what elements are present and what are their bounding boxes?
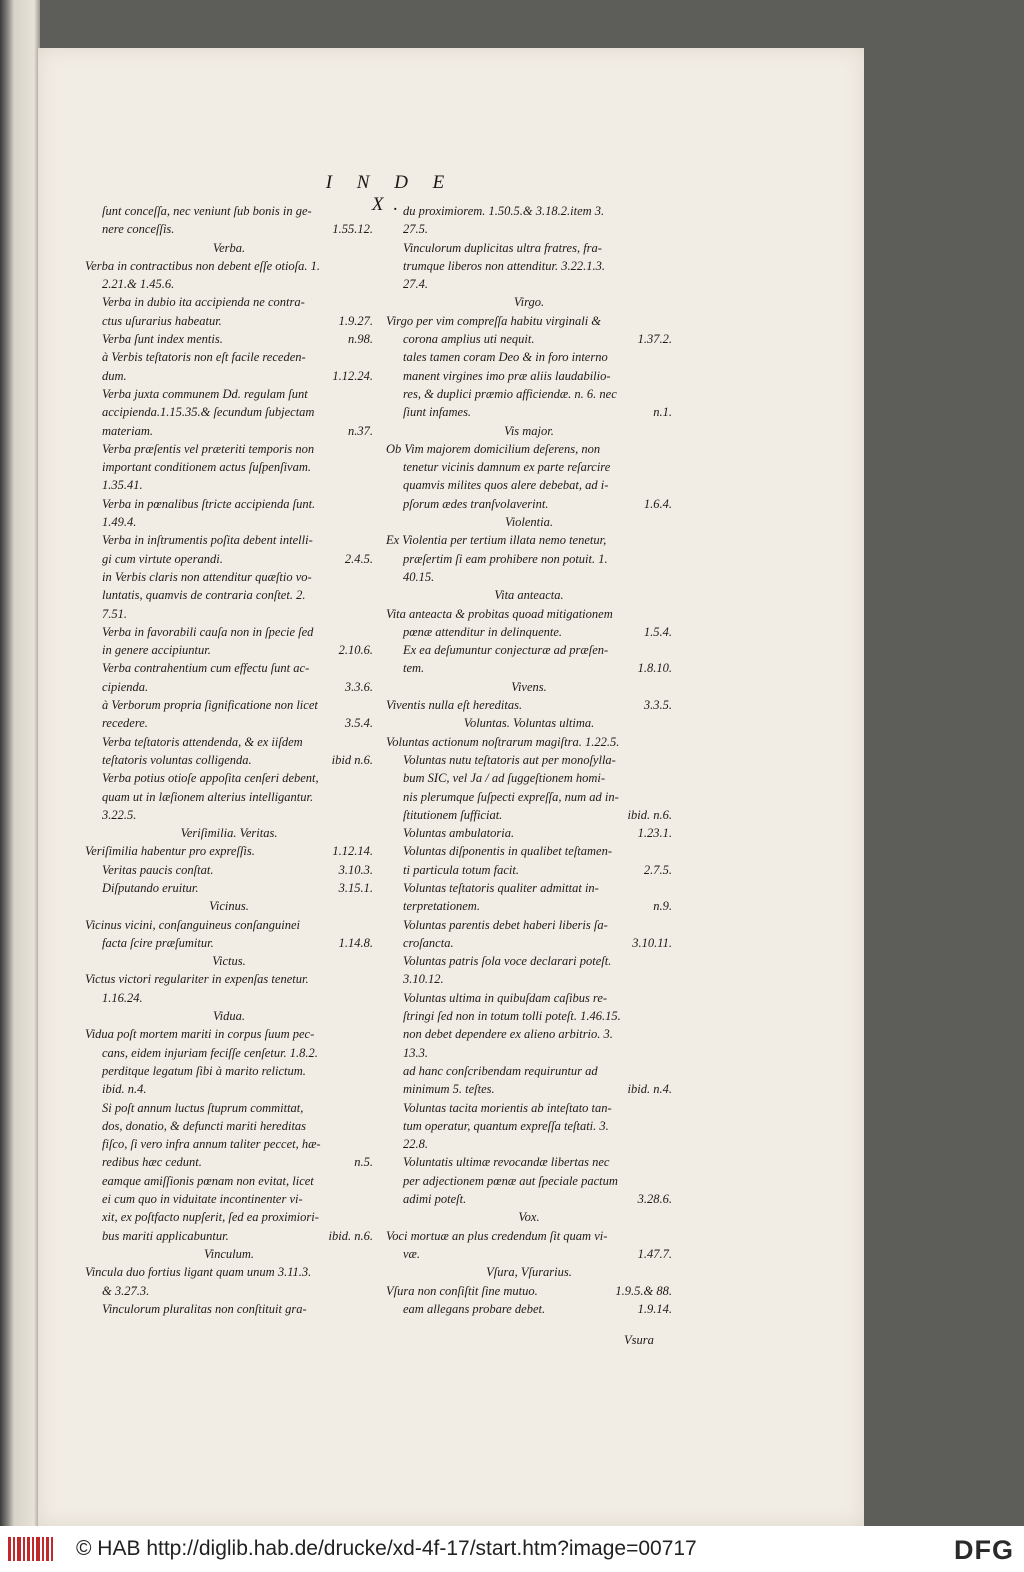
index-entry-line [386,659,672,677]
entry-reference: 3.15.1. [338,880,373,895]
index-entry-line [85,550,373,568]
entry-text: teſtatoris voluntas colligenda. [102,752,252,767]
entry-reference: 2.4.5. [344,551,373,566]
index-entry-line [85,330,373,348]
index-entry-line: non debet dependere ex alieno arbitrio. 3. [403,1027,613,1042]
entry-text: adimi poteſt. [403,1192,467,1207]
entry-text: dum. [102,368,127,383]
entry-reference: ibid. n.4. [627,1082,672,1097]
footer-bar [0,1526,1024,1572]
index-entry-line: trumque liberos non attenditur. 3.22.1.3. [403,258,605,273]
index-entry-line: Voluntas patris ſola voce declarari poteſt. [403,954,612,969]
index-entry-line: Voluntas tacita morientis ab inteſtato tan- [403,1100,612,1115]
entry-reference: 3.10.3. [338,862,373,877]
index-entry-line: 1.49.4. [102,515,137,530]
entry-reference: 1.6.4. [643,496,672,511]
entry-text: Viventis nulla eſt hereditas. [386,698,523,713]
entry-text: ſtitutionem ſufficiat. [403,807,503,822]
index-heading: Vicinus. [209,899,249,914]
index-heading: Veriſimilia. Veritas. [180,826,278,841]
index-entry-line [85,1153,373,1171]
index-entry-line [85,312,373,330]
index-entry-line: tales tamen coram Deo & in foro interno [403,350,608,365]
index-entry-line: quamvis milites quos alere debebat, ad i- [403,478,609,493]
index-heading: Vinculum. [203,1246,255,1261]
entry-reference: 2.10.6. [338,643,373,658]
index-entry-line: res, & duplici præmio afficiendæ. n. 6. nec [403,386,617,401]
index-entry-line [85,422,373,440]
index-heading: Vis major. [504,423,554,438]
index-entry-line: Verba in contractibus non debent eſſe otioſa. 1. [85,258,321,273]
index-entry-line: Ex ea deſumuntur conjecturæ ad præſen- [403,643,609,658]
index-entry-line: ad hanc conſcribendam requiruntur ad [403,1063,598,1078]
index-heading: Vita anteacta. [494,588,564,603]
index-entry-line [85,678,373,696]
entry-text: tem. [403,661,425,676]
index-entry-line: Voluntatis ultimæ revocandæ libertas nec [403,1155,610,1170]
index-entry-line [386,623,672,641]
index-entry-line: xit, ex poſtfacto nupſerit, ſed ea proximiori- [102,1210,319,1225]
index-entry-line [386,806,672,824]
index-entry-line: per adjectionem pœnæ aut ſpeciale pactum [403,1173,618,1188]
index-column-left [85,202,373,1318]
entry-reference: 1.8.10. [637,661,672,676]
index-entry-line: Si poſt annum luctus ſtuprum committat, [102,1100,304,1115]
entry-reference: n.37. [348,423,373,438]
entry-reference: n.98. [348,332,373,347]
barcode-logo-icon [8,1537,56,1561]
index-entry-line [386,1300,672,1318]
index-heading: Voluntas. Voluntas ultima. [463,716,595,731]
entry-text: bus mariti applicabuntur. [102,1228,229,1243]
index-entry-line: Voluntas parentis debet haberi liberis ſa- [403,917,608,932]
entry-reference: n.1. [653,405,672,420]
entry-reference: 3.3.6. [344,679,373,694]
index-entry-line: in Verbis claris non attenditur quæſtio vo- [102,569,312,584]
index-entry-line [85,714,373,732]
index-entry-line: Verba potius otioſe appoſita cenſeri debent, [102,771,319,786]
index-entry-line: Vincula duo fortius ligant quam unum 3.11.3. [85,1265,312,1280]
index-entry-line: luntatis, quamvis de contraria conſtet. 2. [102,588,306,603]
index-entry-line: à Verbis teſtatoris non eſt facile receden- [102,350,306,365]
index-entry-line: Voluntas nutu teſtatoris aut per monoſylla- [403,752,616,767]
index-entry-line: tenetur vicinis damnum ex parte reſarcire [403,460,611,475]
entry-text: ti particula totum facit. [403,862,519,877]
entry-reference: n.9. [653,899,672,914]
index-entry-line [85,934,373,952]
index-entry-line: Vidua poſt mortem mariti in corpus ſuum pec- [85,1027,315,1042]
index-entry-line: fiſco, ſi vero infra annum taliter peccet, hæ- [102,1137,321,1152]
index-entry-line: Verba in inſtrumentis poſita debent intelli- [102,533,313,548]
entry-text: materiam. [102,423,154,438]
index-entry-line [85,367,373,385]
entry-reference: 1.5.4. [643,624,672,639]
index-entry-line: Verba teſtatoris attendenda, & ex iiſdem [102,734,303,749]
index-entry-line: 1.35.41. [102,478,143,493]
index-entry-line [386,1245,672,1263]
index-entry-line: quam ut in læſionem alterius intelligantur. [102,789,314,804]
index-heading: Vox. [518,1210,540,1225]
index-heading: Violentia. [504,515,554,530]
index-entry-line [386,897,672,915]
entry-reference: 3.28.6. [637,1192,672,1207]
index-entry-line [85,861,373,879]
index-entry-line [386,495,672,513]
index-entry-line: 27.4. [403,277,428,292]
index-entry-line: 1.16.24. [102,990,143,1005]
entry-reference: 3.3.5. [643,698,672,713]
index-entry-line [386,1080,672,1098]
entry-text: væ. [403,1246,421,1261]
index-entry-line: 13.3. [403,1045,428,1060]
index-entry-line: 40.15. [403,569,435,584]
index-entry-line: Voluntas ultima in quibuſdam caſibus re- [403,990,608,1005]
entry-reference: 1.55.12. [332,222,373,237]
index-entry-line: ibid. n.4. [102,1082,147,1097]
index-entry-line [85,879,373,897]
index-entry-line [85,751,373,769]
index-entry-line: Vita anteacta & probitas quoad mitigationem [386,606,613,621]
index-entry-line: tum operatur, quantum expreſſa teſtati. 3. [403,1118,609,1133]
index-entry-line: Vinculorum duplicitas ultra fratres, fra- [403,240,602,255]
entry-reference: ibid. n.6. [627,807,672,822]
index-entry-line: perditque legatum ſibi à marito relictum. [102,1063,306,1078]
facing-page-edge [0,0,40,1526]
index-column-right [386,202,672,1318]
entry-reference: 1.47.7. [637,1246,672,1261]
index-entry-line: 7.51. [102,606,127,621]
index-entry-line [386,934,672,952]
index-entry-line [386,861,672,879]
entry-reference: 3.10.11. [632,935,672,950]
index-entry-line: cans, eidem injuriam feciſſe cenſetur. 1.8.2. [102,1045,318,1060]
index-entry-line [386,330,672,348]
index-entry-line: Ob Vim majorem domicilium deſerens, non [386,441,601,456]
index-entry-line [386,403,672,421]
entry-reference: 1.9.27. [338,313,373,328]
entry-text: Diſputando eruitur. [102,880,199,895]
index-entry-line [85,842,373,860]
index-entry-line: Voluntas teſtatoris qualiter admittat in- [403,880,599,895]
entry-text: Voluntas ambulatoria. [403,826,515,841]
index-entry-line: manent virgines imo præ aliis laudabilio- [403,368,611,383]
entry-reference: 1.12.14. [332,844,373,859]
index-heading: Vidua. [212,1009,246,1024]
copyright-url-link[interactable]: © HAB http://diglib.hab.de/drucke/xd-4f-17/start.htm?image=00717 [76,1537,697,1560]
index-entry-line: Voci mortuæ an plus credendum ſit quam vi- [386,1228,608,1243]
index-entry-line [386,696,672,714]
index-entry-line: du proximiorem. 1.50.5.& 3.18.2.item 3. [403,204,605,218]
index-entry-line [85,641,373,659]
index-entry-line: & 3.27.3. [102,1283,150,1298]
entry-reference: 1.9.14. [637,1301,672,1316]
entry-text: ſiunt infames. [403,405,472,420]
index-entry-line: nis plerumque ſuſpecti expreſſa, num ad in- [403,789,619,804]
index-heading: Victus. [212,954,246,969]
entry-reference: 1.9.5.& 88. [615,1283,672,1298]
entry-text: Vſura non conſiſtit ſine mutuo. [386,1283,538,1298]
entry-text: recedere. [102,716,148,731]
index-entry-line: 27.5. [403,222,428,237]
entry-reference: 1.12.24. [332,368,373,383]
index-entry-line: ſunt conceſſa, nec veniunt ſub bonis in ge- [102,204,312,218]
index-entry-line: Verba contrahentium cum effectu ſunt ac- [102,661,310,676]
running-head: I N D E X. [325,172,455,215]
index-heading: Verba. [212,240,246,255]
entry-text: Veriſimilia habentur pro expreſſis. [85,844,255,859]
index-entry-line: bum SIC, vel Ja / ad ſuggeſtionem homi- [403,771,606,786]
entry-text: terpretationem. [403,899,480,914]
entry-reference: 1.23.1. [637,826,672,841]
entry-text: cipienda. [102,679,149,694]
index-entry-line: 22.8. [403,1137,428,1152]
index-entry-line: important conditionem actus ſuſpenſivam. [102,460,312,475]
entry-text: ctus uſurarius habeatur. [102,313,222,328]
index-entry-line: 3.22.5. [102,807,137,822]
entry-reference: 1.14.8. [338,935,373,950]
entry-text: pſorum ædes tranſvolaverint. [403,496,549,511]
entry-text: redibus hæc cedunt. [102,1155,202,1170]
index-entry-line: à Verborum propria ſignificatione non licet [102,698,318,713]
entry-text: eam allegans probare debet. [403,1301,546,1316]
index-entry-line: præſertim ſi eam prohibere non potuit. 1. [403,551,608,566]
index-heading: Virgo. [513,295,545,310]
entry-text: Veritas paucis conſtat. [102,862,214,877]
index-entry-line: Vinculorum pluralitas non conſtituit gra- [102,1301,307,1316]
index-entry-line: Virgo per vim compreſſa habitu virginali & [386,313,602,328]
entry-text: nere conceſſis. [102,222,175,237]
index-entry-line: Victus victori regulariter in expenſas tenetur. [85,972,309,987]
index-entry-line [85,1227,373,1245]
index-entry-line [386,1190,672,1208]
catchword: Vsura [624,1333,654,1347]
entry-reference: 3.5.4. [344,716,373,731]
entry-text: croſancta. [403,935,454,950]
index-heading: Vſura, Vſurarius. [486,1265,572,1280]
entry-text: minimum 5. teſtes. [403,1082,495,1097]
index-entry-line: Voluntas actionum noſtrarum magiſtra. 1.22.5. [386,734,620,749]
index-entry-line: Verba juxta communem Dd. regulam ſunt [102,386,308,401]
index-entry-line [386,1282,672,1300]
dfg-logo: DFG [954,1535,1014,1565]
entry-reference: n.5. [354,1155,373,1170]
index-entry-line: 2.21.& 1.45.6. [102,277,175,292]
index-entry-line: accipienda.1.15.35.& ſecundum ſubjectam [102,405,315,420]
index-entry-line: Verba in pœnalibus ſtricte accipienda ſunt. [102,496,316,511]
index-entry-line: Verba præſentis vel præteriti temporis non [102,441,315,456]
index-entry-line: eamque amiſſionis pœnam non evitat, licet [102,1173,314,1188]
index-entry-line: 3.10.12. [403,972,444,987]
entry-text: gi cum virtute operandi. [102,551,223,566]
index-entry-line [85,220,373,238]
index-entry-line: dos, donatio, & defuncti mariti hereditas [102,1118,307,1133]
entry-reference: ibid. n.6. [328,1228,373,1243]
index-entry-line: Voluntas diſponentis in qualibet teſtamen- [403,844,613,859]
entry-text: in genere accipiuntur. [102,643,211,658]
index-entry-line: ſtringi ſed non in totum tolli poteſt. 1.46.15. [403,1009,621,1024]
entry-text: facta ſcire præſumitur. [102,935,214,950]
entry-reference: 2.7.5. [643,862,672,877]
index-entry-line: ei cum quo in viduitate incontinenter vi- [102,1192,303,1207]
index-entry-line [386,824,672,842]
entry-text: pœnæ attenditur in delinquente. [403,624,563,639]
index-entry-line: Verba in dubio ita accipienda ne contra- [102,295,305,310]
index-entry-line: Verba in favorabili cauſa non in ſpecie ſed [102,624,314,639]
entry-reference: 1.37.2. [637,332,672,347]
index-heading: Vivens. [511,679,547,694]
entry-text: Verba ſunt index mentis. [102,332,223,347]
index-entry-line: Vicinus vicini, conſanguineus conſanguinei [85,917,301,932]
entry-reference: ibid n.6. [331,752,373,767]
entry-text: corona amplius uti nequit. [403,332,535,347]
index-entry-line: Ex Violentia per tertium illata nemo tenetur, [386,533,607,548]
